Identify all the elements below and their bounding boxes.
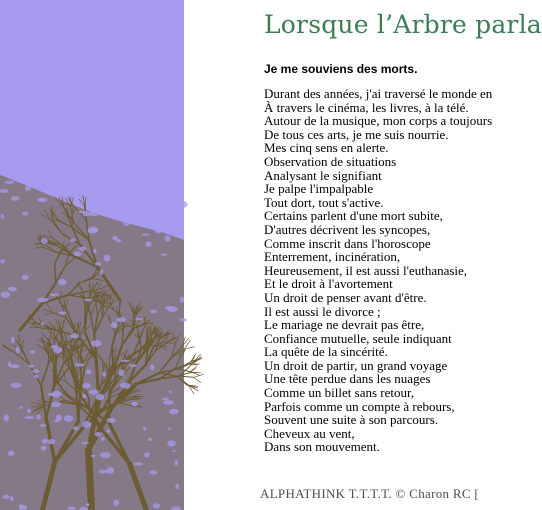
poem-line: De tous ces arts, je me suis nourrie. — [264, 126, 449, 142]
leaf-highlight — [163, 400, 174, 404]
text-column — [184, 0, 542, 510]
copyright-footer: ALPHATHINK T.T.T.T. © Charon RC [ — [260, 486, 479, 501]
leaf-highlight — [41, 322, 44, 325]
leaf-highlight — [84, 161, 95, 166]
leaf-highlight — [86, 369, 92, 374]
poem-title: Lorsque l’Arbre parla — [264, 10, 542, 39]
leaf-highlight — [153, 503, 160, 508]
leaf-highlight — [58, 279, 66, 286]
leaf-highlight — [22, 212, 28, 216]
leaf-highlight — [48, 439, 55, 444]
poem-line: Dans son mouvement. — [264, 439, 380, 455]
leaf-highlight — [168, 306, 178, 312]
poem-subtitle: Je me souviens des morts. — [264, 62, 418, 76]
leaf-highlight — [133, 215, 139, 220]
poem-line: Comme inscrit dans l'horoscope — [264, 235, 431, 251]
leaf-highlight — [16, 347, 20, 354]
poem-line: Mes cinq sens en alerte. — [264, 140, 389, 156]
leaf-highlight — [88, 211, 99, 216]
leaf-highlight — [59, 311, 66, 314]
poem-body — [264, 87, 492, 454]
leaf-highlight — [62, 159, 66, 162]
leaf-highlight — [116, 317, 126, 322]
tree-artwork — [0, 0, 184, 510]
poem-line: Durant des années, j'ai traversé le monde en — [264, 86, 493, 101]
leaf-highlight — [142, 217, 152, 220]
leaf-highlight — [169, 409, 178, 414]
leaf-highlight — [10, 364, 20, 368]
branch — [132, 406, 142, 407]
leaf-highlight — [82, 421, 91, 428]
poem-line: Le mariage ne devrait pas être, — [264, 317, 425, 333]
leaf-highlight — [146, 241, 152, 247]
leaf-highlight — [67, 507, 76, 510]
poem-line: Comme un billet sans retour, — [264, 385, 415, 401]
leaf-highlight — [11, 196, 20, 201]
leaf-highlight — [165, 235, 171, 241]
leaf-highlight — [1, 292, 10, 298]
poem-line: Observation de situations — [264, 153, 397, 169]
leaf-highlight — [41, 238, 48, 244]
leaf-highlight — [96, 394, 105, 401]
leaf-highlight — [16, 178, 20, 183]
leaf-highlight — [174, 460, 178, 466]
leaf-highlight — [1, 214, 4, 219]
leaf-highlight — [4, 181, 14, 184]
leaf-highlight — [19, 406, 23, 408]
leaf-highlight — [50, 293, 59, 296]
leaf-highlight — [127, 201, 130, 208]
poem-line: Parfois comme un compte à rebours, — [264, 398, 455, 414]
leaf-highlight — [104, 255, 111, 262]
leaf-highlight — [91, 229, 98, 232]
leaf-highlight — [81, 442, 90, 444]
leaf-highlight — [11, 383, 22, 388]
poem-line: D'autres décrivent les syncopes, — [264, 221, 431, 237]
leaf-highlight — [99, 470, 108, 474]
poem-line: Il est aussi le divorce ; — [264, 303, 381, 319]
leaf-highlight — [34, 375, 38, 378]
leaf-highlight — [115, 217, 118, 219]
leaf-highlight — [88, 196, 93, 200]
leaf-highlight — [107, 467, 115, 474]
branch — [85, 308, 86, 332]
poem-line: Heureusement, il est aussi l'euthanasie, — [264, 262, 468, 278]
leaf-highlight — [84, 299, 93, 302]
leaf-highlight — [62, 162, 68, 168]
poem-line: Analysant le signifiant — [264, 167, 382, 183]
poem-line: Un droit de penser avant d'être. — [264, 289, 427, 305]
leaf-highlight — [56, 415, 62, 422]
leaf-highlight — [142, 234, 150, 236]
leaf-highlight — [89, 193, 96, 197]
poem-line: À travers le cinéma, les livres, à la télé. — [264, 99, 469, 115]
leaf-highlight — [107, 430, 111, 433]
poem-line: Cheveux au vent, — [264, 425, 355, 441]
leaf-highlight — [150, 310, 157, 314]
leaf-highlight — [130, 364, 137, 367]
leaf-highlight — [95, 262, 101, 266]
leaf-highlight — [93, 249, 97, 254]
leaf-highlight — [4, 414, 9, 421]
poem-line: Enterrement, incinération, — [264, 249, 401, 265]
leaf-highlight — [41, 446, 47, 451]
leaf-highlight — [119, 369, 125, 376]
poem-line: Certains parlent d'une mort subite, — [264, 208, 443, 224]
leaf-highlight — [167, 440, 175, 446]
leaf-highlight — [8, 362, 11, 368]
leaf-highlight — [10, 496, 14, 501]
poem-line: Tout dort, tout s'active. — [264, 194, 384, 210]
leaf-highlight — [78, 211, 88, 213]
leaf-highlight — [74, 363, 85, 366]
leaf-highlight — [135, 318, 143, 320]
leaf-highlight — [37, 198, 47, 203]
leaf-highlight — [89, 390, 100, 395]
poem-line: Et le droit à l'avortement — [264, 276, 393, 292]
poem-line: Souvent une suite à son parcours. — [264, 412, 439, 428]
leaf-highlight — [150, 364, 154, 370]
leaf-highlight — [8, 287, 17, 292]
leaf-highlight — [51, 401, 61, 407]
leaf-highlight — [175, 484, 179, 489]
poem-line: Confiance mutuelle, seule indiquant — [264, 330, 452, 346]
leaf-highlight — [32, 369, 39, 373]
leaf-highlight — [121, 360, 130, 362]
leaf-highlight — [100, 452, 111, 458]
leaf-highlight — [74, 252, 82, 257]
leaf-highlight — [143, 427, 146, 431]
poem-line: Autour de la musique, mon corps a toujours — [264, 113, 493, 129]
leaf-highlight — [39, 424, 46, 427]
leaf-highlight — [91, 340, 102, 346]
leaf-highlight — [25, 186, 31, 191]
poem-line: Une tête perdue dans les nuages — [264, 371, 431, 387]
leaf-highlight — [112, 236, 118, 240]
leaf-highlight — [64, 415, 73, 422]
branch — [115, 347, 116, 358]
poem-line: Je palpe l'impalpable — [264, 181, 374, 197]
leaf-highlight — [172, 450, 175, 452]
leaf-highlight — [161, 254, 167, 256]
leaf-highlight — [3, 495, 10, 499]
leaf-highlight — [162, 398, 169, 401]
leaf-highlight — [82, 383, 90, 389]
leaf-highlight — [147, 171, 154, 173]
leaf-highlight — [91, 455, 95, 457]
leaf-highlight — [37, 298, 48, 303]
tree-illustration — [0, 0, 184, 510]
poem-line: Un droit de partir, un grand voyage — [264, 357, 448, 373]
leaf-highlight — [36, 415, 40, 420]
leaf-highlight — [134, 160, 140, 165]
leaf-highlight — [114, 500, 120, 506]
leaf-highlight — [102, 372, 105, 377]
leaf-highlight — [150, 470, 157, 474]
leaf-highlight — [70, 238, 76, 241]
branch — [89, 450, 93, 510]
leaf-highlight — [28, 365, 34, 368]
leaf-highlight — [169, 391, 172, 393]
branch — [69, 351, 70, 368]
leaf-highlight — [79, 247, 87, 251]
leaf-highlight — [29, 350, 36, 353]
leaf-highlight — [24, 416, 34, 419]
leaf-highlight — [101, 437, 105, 441]
leaf-highlight — [144, 452, 150, 457]
leaf-highlight — [75, 161, 81, 164]
leaf-highlight — [148, 438, 152, 441]
leaf-highlight — [42, 439, 48, 444]
leaf-highlight — [27, 409, 31, 413]
leaf-highlight — [73, 426, 79, 430]
leaf-highlight — [106, 418, 115, 423]
leaf-highlight — [155, 229, 161, 234]
leaf-highlight — [132, 402, 138, 406]
poem-line: La quête de la sincérité. — [264, 344, 388, 360]
leaf-highlight — [95, 432, 102, 437]
leaf-highlight — [70, 333, 79, 338]
leaf-highlight — [8, 451, 15, 456]
branch — [109, 358, 110, 371]
leaf-highlight — [11, 337, 15, 343]
leaf-highlight — [168, 428, 172, 430]
leaf-highlight — [82, 394, 86, 398]
leaf-highlight — [111, 322, 118, 328]
leaf-highlight — [123, 221, 129, 226]
leaf-highlight — [100, 269, 104, 275]
leaf-highlight — [0, 259, 5, 263]
leaf-highlight — [48, 393, 54, 396]
leaf-highlight — [86, 503, 89, 506]
leaf-highlight — [134, 462, 144, 465]
leaf-highlight — [53, 347, 62, 353]
leaf-highlight — [19, 504, 23, 509]
leaf-highlight — [120, 383, 130, 389]
leaf-highlight — [22, 275, 29, 280]
